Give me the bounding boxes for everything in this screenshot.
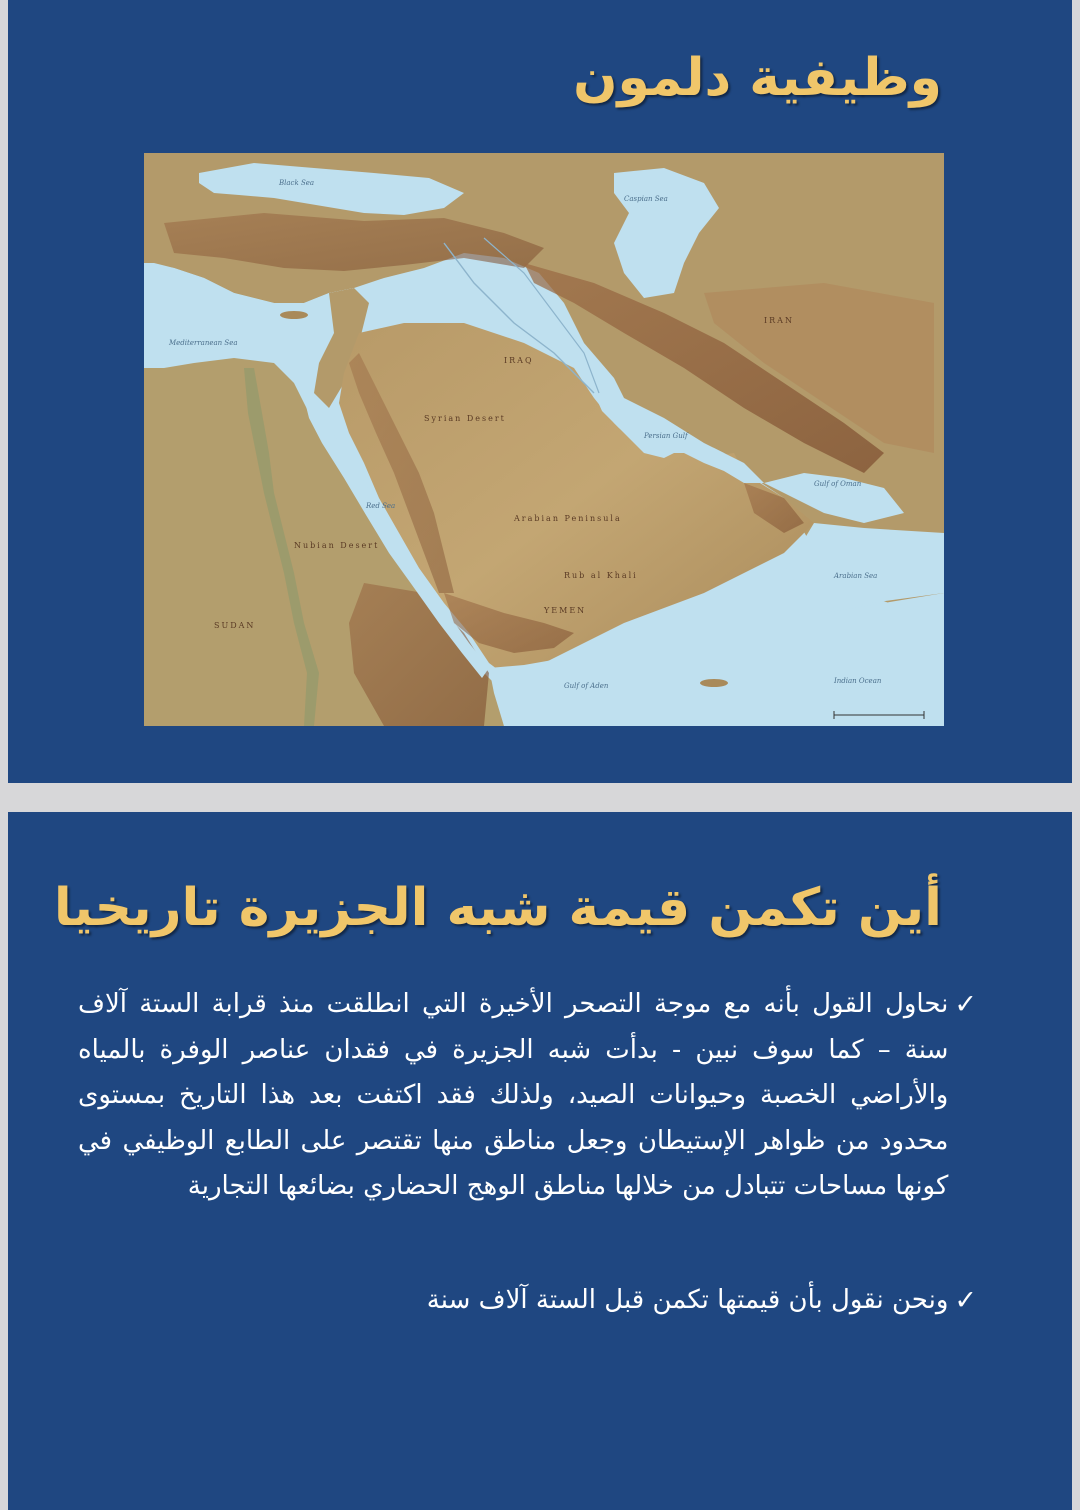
map-label-arabian-sea: Arabian Sea [834, 572, 878, 580]
map-label-indian-ocean: Indian Ocean [834, 677, 882, 685]
bullet-list [78, 982, 977, 1391]
map-label-nubian-desert: Nubian Desert [294, 541, 380, 550]
map-label-rub-al-khali: Rub al Khali [564, 571, 638, 580]
slide-title: وظيفية دلمون [573, 48, 942, 108]
checkmark-icon: ✓ [954, 1284, 977, 1316]
slide-dilmun-function [8, 0, 1072, 783]
bullet-item [78, 1278, 977, 1324]
map-label-gulf-of-aden: Gulf of Aden [564, 682, 609, 690]
map-label-red-sea: Red Sea [366, 502, 396, 510]
checkmark-icon: ✓ [954, 989, 977, 1020]
slide-title: أين تكمن قيمة شبه الجزيرة تاريخيا [53, 878, 942, 938]
map-label-iraq: IRAQ [504, 356, 534, 365]
map-label-arabian-peninsula: Arabian Peninsula [514, 514, 622, 523]
map-label-mediterranean-sea: Mediterranean Sea [169, 339, 238, 347]
map-label-gulf-of-oman: Gulf of Oman [814, 480, 862, 488]
bullet-text: نحاول القول بأنه مع موجة التصحر الأخيرة التي انطلقت منذ قرابة الستة آلاف سنة – كما سوف نبين - بدأت شبه الجزيرة في فقدان عناصر الوفرة بالمياه والأراضي الخصبة وحيوانات الصيد، ولذلك فقد اكتفت بعد هذا التاريخ بمستوى محدود من ظواهر الإستيطان وجعل مناطق منها تقتصر على الطابع الوظيفي في كونها مساحات تتبادل من خلالها مناطق الوهج الحضاري بضائعها التجارية [78, 989, 949, 1201]
map-label-caspian-sea: Caspian Sea [624, 195, 668, 203]
map-label-yemen: YEMEN [544, 606, 587, 615]
map-label-persian-gulf: Persian Gulf [644, 432, 688, 440]
map-label-syrian-desert: Syrian Desert [424, 414, 506, 423]
map-label-black-sea: Black Sea [279, 179, 315, 187]
bullet-item [78, 982, 977, 1210]
bullet-text: ونحن نقول بأن قيمتها تكمن قبل الستة آلاف سنة [426, 1284, 949, 1315]
map-label-iran: IRAN [764, 316, 794, 325]
middle-east-map [144, 153, 944, 726]
slide-arabia-historical-value [8, 812, 1072, 1510]
map-label-sudan: SUDAN [214, 621, 256, 630]
